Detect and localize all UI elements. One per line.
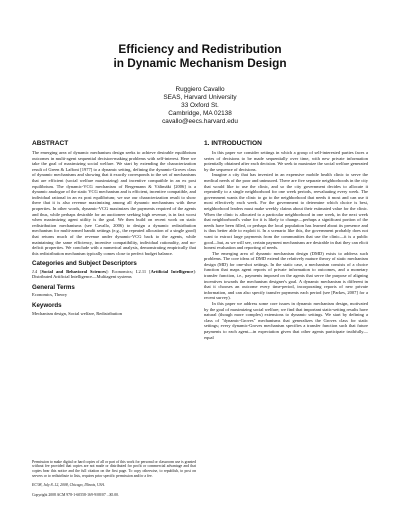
intro-paragraph-4: In this paper we address some core issues in dynamic mechanism design, motivated by the goal of maximizing social welfare; we find that important static-setting results have natural (though more complex) extensions to dynamic settings. We start by defining a class of "dynamic-Groves" mechanisms that generalizes the Groves class for static settings; every dynamic-Groves mechanism specifies a transfer function such that future payments to each agent—in expectation given that other agents participate truthfully—equal [204, 301, 368, 340]
general-terms-text: Economics, Theory [32, 292, 68, 298]
permission-footnote [32, 455, 196, 502]
general-terms-heading: General Terms [32, 283, 75, 291]
author-address-1: 33 Oxford St. [181, 102, 219, 109]
categories-bold-2: Artificial Intelligence [150, 268, 194, 274]
left-column [32, 140, 196, 316]
categories-heading: Categories and Subject Descriptors [32, 260, 137, 268]
author-address-2: Cambridge, MA 02138 [168, 110, 232, 117]
title-line-1: Efficiency and Redistribution [118, 42, 282, 56]
author-name: Ruggiero Cavallo [175, 86, 225, 93]
right-column [204, 140, 368, 340]
keywords-text: Mechanism design, Social welfare, Redistribution [32, 310, 122, 316]
footnote-venue: EC'08, July 8–12, 2008, Chicago, Illinois, USA. [32, 483, 105, 488]
footnote-copyright: Copyright 2008 ACM 978-1-60558-169-9/08/07 ...$5.00. [32, 492, 120, 497]
introduction-heading: 1. INTRODUCTION [204, 140, 262, 147]
categories-part-2: ]: Economics; I.2.11 [ [106, 268, 151, 274]
categories-text [32, 269, 196, 280]
categories-part-1: J.4 [ [32, 268, 42, 274]
intro-paragraph-1: In this paper we consider settings in which a group of self-interested parties faces a series of decisions to be made sequentially over time, with new private information potentially obtained after each decision. We seek to maximize the social welfare generated by the sequence of decisions. [204, 150, 368, 172]
keywords-heading: Keywords [32, 302, 62, 310]
categories-bold-1: Social and Behavioral Sciences [41, 268, 107, 274]
abstract-heading: ABSTRACT [32, 140, 69, 147]
author-block [0, 86, 400, 126]
title-line-2: in Dynamic Mechanism Design [113, 56, 287, 70]
author-email: cavallo@eecs.harvard.edu [162, 118, 238, 125]
intro-paragraph-2: Imagine a city that has invested in an expensive mobile health clinic to serve the medical needs of the poor and uninsured. There are five separate neighborhoods in the city that would like to use the clinic, and so the city government decides to allocate it repeatedly to a single neighborhood for one week periods, reevaluating every week. The government wants the clinic to go to the neighborhood that needs it most and can use it most effectively each week. For the government to determine which choice is best, neighborhood leaders must make weekly claims about their estimated value for the clinic. When the clinic is allocated to a particular neighborhood in one week, in the next week that neighborhood's value for it is likely to change—perhaps a significant portion of the needs have been filled, or perhaps the local population has learned about its presence and is thus better able to exploit it. In a scenario like this, the government probably does not want to extract large payments from the communities that use the clinic—it is a public good—but, as we will see, certain payment mechanisms are desirable in that they can elicit honest evaluation and reporting of needs. [204, 172, 368, 251]
abstract-text: The emerging area of dynamic mechanism design seeks to achieve desirable equilibrium outcomes in multi-agent sequential decision-making problems with self-interest. Here we take the goal of maximizing social welfare. We start by extending the characterization result of Green & Laffont [1977] to a dynamic setting, defining the dynamic-Groves class of dynamic mechanisms and showing that it exactly corresponds to the set of mechanisms that are efficient (social welfare maximizing) and incentive compatible in an ex post equilibrium. The dynamic-VCG mechanism of Bergemann & Välimäki [2006] is a dynamic analogue of the static VCG mechanism and is efficient, incentive compatible, and individual rational in an ex post equilibrium; we use our characterization result to show there that it is also revenue maximizing among all dynamic mechanisms with these properties. In other words, dynamic-VCG maximizes the payments required of the agents and thus, while perhaps desirable for an auctioneer seeking high revenue, is in fact worst when maximizing agent utility is the goal. We then build on recent work on static redistribution mechanisms (see Cavallo, 2006) to design a dynamic redistribution mechanism for multi-armed bandit settings (e.g., the repeated allocation of a single good) that returns much of the revenue under dynamic-VCG back to the agents, while maintaining the same efficiency, incentive compatibility, individual rationality, and no-deficit properties. We conclude with a numerical analysis, demonstrating empirically that this redistribution mechanism typically comes close to perfect budget balance. [32, 150, 196, 256]
footnote-text: Permission to make digital or hard copies of all or part of this work for personal or classroom use is granted without fee provided that copies are not made or distributed for profit or commercial advantage and that copies bear this notice and the full citation on the first page. To copy otherwise, to republish, to post on servers or to redistribute to lists, requires prior specific permission and/or a fee. [32, 459, 196, 478]
paper-title [0, 42, 400, 70]
intro-paragraph-3: The emerging area of dynamic mechanism design (DMD) exists to address such problems. The core ideas of DMD extend the relatively mature theory of static mechanism design (MD) for one-shot settings. In the static case, a mechanism consists of a choice function that maps agent reports of private information to outcomes, and a monetary transfer function, i.e., payments imposed on the agents that serve the purpose of aligning incentives towards the mechanism designer's goal. A dynamic mechanism is different in that it chooses an outcome every time-period, incorporating reports of new private information, and can also specify transfer payments each period (see [Parkes, 2007] for a recent survey). [204, 250, 368, 301]
author-affiliation: SEAS, Harvard University [163, 94, 237, 101]
categories-part-3: ]: Distributed Artificial Intelligence—Multiagent systems [32, 268, 196, 280]
